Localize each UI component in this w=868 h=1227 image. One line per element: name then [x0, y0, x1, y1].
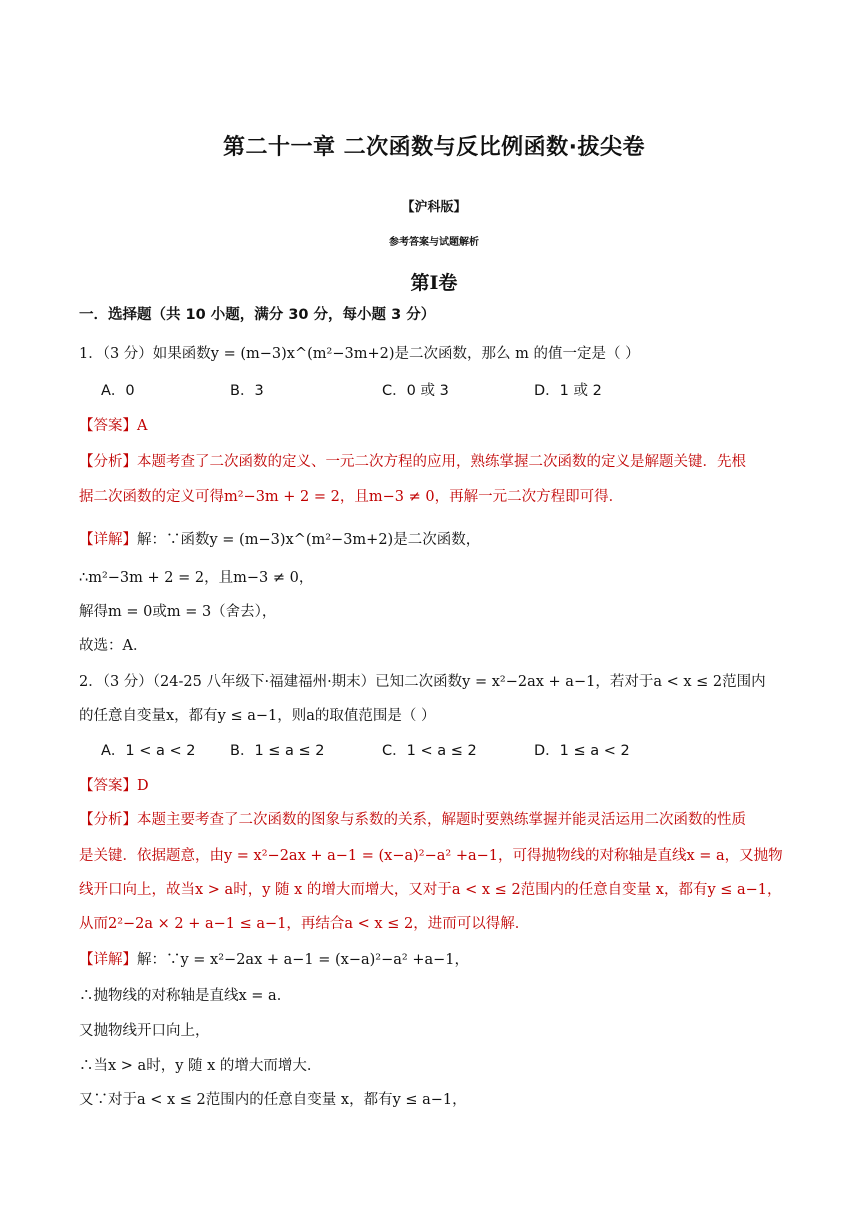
- q2-analysis-line-2: 是关键．依据题意，由y = x²−2ax + a−1 = (x−a)²−a² +a−1，可得抛物线的对称轴是直线x = a，又抛物: [79, 848, 783, 864]
- q2-stem-line-2: 的任意自变量x，都有y ≤ a−1，则a的取值范围是（ ）: [79, 708, 436, 724]
- q2-detail-line-4: ∴当x > a时，y 随 x 的增大而增大．: [79, 1058, 322, 1074]
- edition-label: 【沪科版】: [401, 200, 467, 215]
- q2-detail-line-1: [79, 950, 799, 970]
- section-heading: 一．选择题（共 10 小题，满分 30 分，每小题 3 分）: [79, 307, 436, 323]
- q2-option-b: B．1 ≤ a ≤ 2: [230, 743, 325, 759]
- q1-option-d: D．1 或 2: [534, 383, 602, 399]
- detail-label: 【详解】: [79, 952, 137, 968]
- volume-heading: 第Ⅰ卷: [410, 272, 458, 294]
- q2-stem-line-1: 2．（3 分）（24-25 八年级下·福建福州·期末）已知二次函数y = x²−2ax + a−1，若对于a < x ≤ 2范围内: [79, 674, 766, 690]
- q1-answer: 【答案】A: [79, 418, 148, 434]
- q1-option-c: C．0 或 3: [382, 383, 449, 399]
- q1-detail-text-1: 解：∵函数y = (m−3)x^(m²−3m+2)是二次函数，: [137, 532, 481, 548]
- page-title: 第二十一章 二次函数与反比例函数·拔尖卷: [222, 135, 646, 160]
- q1-option-a: A．0: [101, 383, 135, 399]
- detail-label: 【详解】: [79, 532, 137, 548]
- q2-analysis-line-3: 线开口向上，故当x > a时，y 随 x 的增大而增大，又对于a < x ≤ 2范围内的任意自变量 x，都有y ≤ a−1，: [79, 882, 782, 898]
- q2-answer: 【答案】D: [79, 778, 149, 794]
- q2-detail-line-2: ∴抛物线的对称轴是直线x = a．: [79, 988, 292, 1004]
- q1-detail-line-3: 解得m = 0或m = 3（舍去），: [79, 604, 277, 620]
- q2-analysis-line-1: 【分析】本题主要考查了二次函数的图象与系数的关系，解题时要熟练掌握并能灵活运用二次函数的性质: [79, 812, 746, 828]
- q1-detail-line-4: 故选：A．: [79, 638, 148, 654]
- q2-option-a: A．1 < a < 2: [101, 743, 196, 759]
- q1-detail-line-2: ∴m²−3m + 2 = 2，且m−3 ≠ 0，: [79, 570, 314, 586]
- q1-stem: 1．（3 分）如果函数y = (m−3)x^(m²−3m+2)是二次函数，那么 m 的值一定是（ ）: [79, 346, 640, 362]
- q2-option-c: C．1 < a ≤ 2: [382, 743, 477, 759]
- q2-option-d: D．1 ≤ a < 2: [534, 743, 630, 759]
- q1-analysis-line-1: 【分析】本题考查了二次函数的定义、一元二次方程的应用，熟练掌握二次函数的定义是解题关键．先根: [79, 454, 746, 470]
- q1-detail-line-1: [79, 530, 799, 550]
- q2-detail-line-5: 又∵对于a < x ≤ 2范围内的任意自变量 x，都有y ≤ a−1，: [79, 1092, 467, 1108]
- q1-analysis-line-2: 据二次函数的定义可得m²−3m + 2 = 2，且m−3 ≠ 0，再解一元二次方程即可得．: [79, 489, 624, 505]
- q2-detail-line-3: 又抛物线开口向上，: [79, 1023, 210, 1039]
- q2-analysis-line-4: 从而2²−2a × 2 + a−1 ≤ a−1，再结合a < x ≤ 2，进而可以得解．: [79, 916, 530, 932]
- q2-detail-text-1: 解：∵y = x²−2ax + a−1 = (x−a)²−a² +a−1，: [137, 952, 469, 968]
- subtitle: 参考答案与试题解析: [389, 237, 479, 248]
- q1-option-b: B．3: [230, 383, 264, 399]
